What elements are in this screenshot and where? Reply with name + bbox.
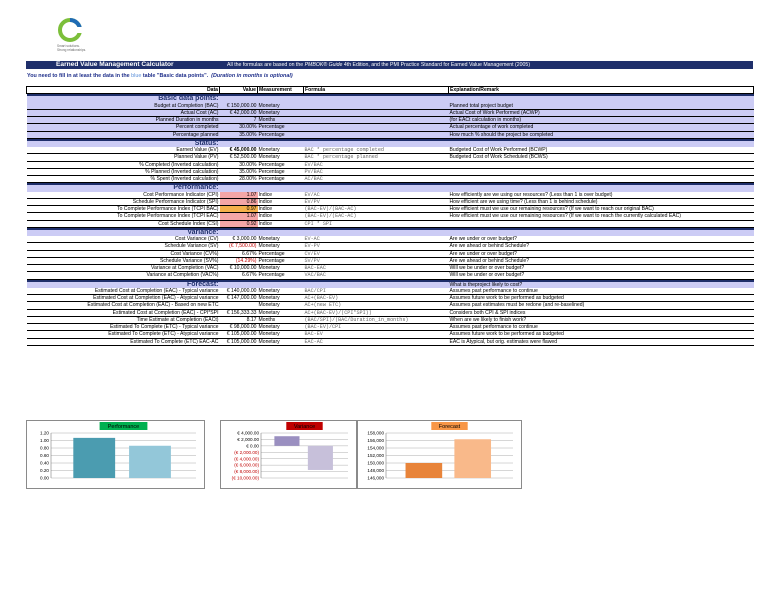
chart-bar-spi <box>129 446 171 478</box>
row-remark: Assumes future work to be performed as budgeted <box>449 331 754 338</box>
chart-tick-label: (€ 10,000.00) <box>231 475 259 481</box>
table-row <box>27 109 754 116</box>
row-measurement: Percentage <box>258 124 304 131</box>
row-measurement: Monetary <box>258 236 304 243</box>
chart-bar-cv <box>274 436 299 446</box>
row-measurement: Monetary <box>258 295 304 302</box>
row-formula: VAC/BAC <box>304 272 449 279</box>
table-row <box>27 206 754 213</box>
row-measurement: Percentage <box>258 272 304 279</box>
row-label: Estimated To Complete (ETC) EAC-AC <box>27 338 220 345</box>
row-value[interactable]: 7 <box>220 117 258 124</box>
row-label: Schedule Variance (SV%) <box>27 257 220 264</box>
table-row <box>27 302 754 309</box>
chart-tick-label: 0.00 <box>40 475 49 481</box>
chart-tick-label: 1.20 <box>40 430 49 436</box>
chart-tick-label: 150,000 <box>367 460 384 466</box>
chart-tick-label: 148,000 <box>367 468 384 474</box>
table-row <box>27 331 754 338</box>
chart-tick-label: 0.40 <box>40 460 49 466</box>
chart-tick-label: 152,000 <box>367 453 384 459</box>
row-remark <box>449 161 754 168</box>
row-measurement: Monetary <box>258 103 304 110</box>
table-row <box>27 250 754 257</box>
row-remark: Assumes past performance to continue <box>449 288 754 295</box>
row-value: 6.67% <box>220 272 258 279</box>
row-measurement: Months <box>258 117 304 124</box>
row-label: To Complete Performance Index (TCPI EAC) <box>27 213 220 220</box>
row-value[interactable]: 35.00% <box>220 131 258 138</box>
row-value: 0.97 <box>220 206 258 213</box>
row-value: 0.92 <box>220 220 258 227</box>
row-remark <box>449 168 754 175</box>
row-measurement: Monetary <box>258 265 304 272</box>
row-formula: BAC * percentage completed <box>304 147 449 154</box>
row-value: 28.00% <box>220 176 258 183</box>
column-header-formula: Formula <box>304 87 449 94</box>
row-measurement: Indice <box>258 213 304 220</box>
row-label: Percent completed <box>27 124 220 131</box>
row-label: Cost Variance (CV) <box>27 236 220 243</box>
row-formula: BAC * percentage planned <box>304 154 449 161</box>
row-remark: Will we be under or over budget? <box>449 272 754 279</box>
row-formula: EV-PV <box>304 243 449 250</box>
row-label: % Planned (Inverted calculation) <box>27 168 220 175</box>
table-row <box>27 131 754 138</box>
row-label: Cost Variance (CV%) <box>27 250 220 257</box>
row-formula: EV/AC <box>304 192 449 199</box>
title-banner <box>26 61 753 69</box>
row-remark: Are we ahead or behind Schedule? <box>449 243 754 250</box>
row-formula: (BAC/SPI)/(BAC/Duration_in_months) <box>304 316 449 323</box>
page-title: Earned Value Management Calculator <box>56 61 174 68</box>
row-label: Variance at Completion (VAC) <box>27 265 220 272</box>
row-measurement: Monetary <box>258 288 304 295</box>
row-label: Estimated Cost at Completion (EAC) - Typical variance <box>27 288 220 295</box>
row-formula: CV/EV <box>304 250 449 257</box>
row-label: Estimated Cost at Completion (EAC) - Based on new ETC <box>27 302 220 309</box>
table-row <box>27 309 754 316</box>
row-remark: Are we ahead or behind Schedule? <box>449 257 754 264</box>
column-header-data: Data <box>27 87 220 94</box>
row-value: € 3,000.00 <box>220 236 258 243</box>
row-remark <box>449 220 754 227</box>
row-remark: Assumes past performance to continue <box>449 324 754 331</box>
performance-chart <box>26 420 205 489</box>
chart-tick-label: (€ 6,000.00) <box>234 462 259 468</box>
row-label: % Spent (Inverted calculation) <box>27 176 220 183</box>
row-formula: SV/PV <box>304 257 449 264</box>
row-measurement: Percentage <box>258 131 304 138</box>
chart-bar-eac <box>454 439 491 478</box>
column-header-remark: Explanation/Remark <box>449 87 754 94</box>
column-header-row <box>27 87 754 94</box>
table-row <box>27 117 754 124</box>
row-remark: Are we under or over budget? <box>449 250 754 257</box>
row-value: (14.29%) <box>220 257 258 264</box>
row-value: 8.17 <box>220 316 258 323</box>
row-remark: Budgeted Cost of Work Scheduled (BCWS) <box>449 154 754 161</box>
column-header-measurement: Measurement <box>258 87 304 94</box>
row-label: Estimated To Complete (ETC) - Typical variance <box>27 324 220 331</box>
chart-tick-label: 158,000 <box>367 430 384 436</box>
row-remark: Actual percentage of work completed <box>449 124 754 131</box>
section-title: Status: <box>27 141 220 147</box>
chart-bar-sv <box>308 446 333 470</box>
table-row <box>27 213 754 220</box>
row-remark: Actual Cost of Work Performed (ACWP) <box>449 109 754 116</box>
table-row <box>27 243 754 250</box>
row-formula: AC+(BAC-EV)/(CPI*SPI)) <box>304 309 449 316</box>
row-formula: BAC-EV <box>304 331 449 338</box>
row-remark: Assumes past estimates must be redone (and re-baselined) <box>449 302 754 309</box>
table-row <box>27 154 754 161</box>
row-label: To Complete Performance Index (TCPI BAC) <box>27 206 220 213</box>
row-label: Cost Performance Indicator (CPI) <box>27 192 220 199</box>
row-remark: When are we likely to finish work? <box>449 316 754 323</box>
table-row <box>27 220 754 227</box>
section-title: Forecast: <box>27 282 220 288</box>
row-measurement: Percentage <box>258 250 304 257</box>
row-measurement: Indice <box>258 192 304 199</box>
row-measurement: Monetary <box>258 338 304 345</box>
row-measurement: Monetary <box>258 331 304 338</box>
row-value: € 98,000.00 <box>220 324 258 331</box>
column-header-value: Value <box>220 87 258 94</box>
row-value: 35.00% <box>220 168 258 175</box>
row-value: 1.07 <box>220 213 258 220</box>
table-row <box>27 288 754 295</box>
table-row <box>27 168 754 175</box>
chart-tick-label: 0.80 <box>40 445 49 451</box>
chart-tick-label: € 4,000.00 <box>237 430 259 436</box>
row-formula: (BAC-EV)/CPI <box>304 324 449 331</box>
row-value: € 140,000.00 <box>220 288 258 295</box>
chart-tick-label: 1.00 <box>40 438 49 444</box>
row-value: € 105,000.00 <box>220 331 258 338</box>
table-row <box>27 161 754 168</box>
row-value: 30.00% <box>220 161 258 168</box>
chart-bar-cpi <box>73 438 115 478</box>
company-logo <box>57 18 93 52</box>
row-measurement: Monetary <box>258 309 304 316</box>
row-value: € 147,000.00 <box>220 295 258 302</box>
row-remark: How efficient are we using time? (Less than 1 is behind schedule) <box>449 198 754 205</box>
row-formula: BAC/CPI <box>304 288 449 295</box>
chart-tick-label: (€ 8,000.00) <box>234 469 259 475</box>
row-value: € 45,000.00 <box>220 147 258 154</box>
section-remark: What is theproject likely to cost? <box>449 282 754 288</box>
row-value: 1.07 <box>220 192 258 199</box>
row-formula: PV/BAC <box>304 168 449 175</box>
variance-chart <box>220 420 357 489</box>
row-label: Cost Schedule Index (CSI) <box>27 220 220 227</box>
row-value: (€ 7,500.00) <box>220 243 258 250</box>
row-remark: EAC is Atypical, but orig. estimates were flawed <box>449 338 754 345</box>
table-row <box>27 176 754 183</box>
row-formula: AC+(new ETC) <box>304 302 449 309</box>
table-row <box>27 316 754 323</box>
logo-tagline: Smart solutions. Strong relationships. <box>57 44 87 52</box>
chart-bar-bac <box>406 463 443 478</box>
section-title: Performance: <box>27 185 220 191</box>
row-label: Estimated Cost at Completion (EAC) - Atypical variance <box>27 295 220 302</box>
row-remark: How efficiently are we using our resources? (Less than 1 is over budget) <box>449 192 754 199</box>
row-measurement: Monetary <box>258 154 304 161</box>
chart-tick-label: 156,000 <box>367 438 384 444</box>
row-remark: Are we under or over budget? <box>449 236 754 243</box>
row-formula <box>304 103 449 110</box>
table-row <box>27 103 754 110</box>
table-row <box>27 257 754 264</box>
row-formula: CPI * SPI <box>304 220 449 227</box>
row-formula: EV/PV <box>304 198 449 205</box>
row-value[interactable]: € 150,000.00 <box>220 103 258 110</box>
table-row <box>27 192 754 199</box>
row-measurement: Indice <box>258 220 304 227</box>
row-measurement: Percentage <box>258 161 304 168</box>
row-formula: (BAC-EV)/(EAC-AC) <box>304 213 449 220</box>
table-row <box>27 147 754 154</box>
row-remark: (for EACt calculation in months) <box>449 117 754 124</box>
row-label: Planned Duration in months <box>27 117 220 124</box>
chart-title: Variance <box>293 424 316 431</box>
instructions: You need to fill in at least the data in the blue table "Basic data points". (Duration in months is optional) <box>27 73 293 79</box>
row-formula: EV/BAC <box>304 161 449 168</box>
row-measurement: Monetary <box>258 147 304 154</box>
row-measurement: Monetary <box>258 109 304 116</box>
row-value: € 156,333.33 <box>220 309 258 316</box>
row-value: 0.86 <box>220 198 258 205</box>
table-row <box>27 272 754 279</box>
row-label: Estimated To Complete (ETC) - Atypical variance <box>27 331 220 338</box>
table-row <box>27 198 754 205</box>
row-formula: (BAC-EV)/(BAC-AC) <box>304 206 449 213</box>
row-label: Planned Value (PV) <box>27 154 220 161</box>
forecast-chart <box>357 420 522 489</box>
forecast-chart-svg <box>358 421 521 488</box>
row-value: 6.67% <box>220 250 258 257</box>
section-title: Basic data points: <box>27 96 220 102</box>
chart-title: Forecast <box>438 424 461 431</box>
table-row <box>27 236 754 243</box>
row-remark: How efficient must we use our remaining resources? (If we want to reach the currently calculated EAC) <box>449 213 754 220</box>
row-label: Earned Value (EV) <box>27 147 220 154</box>
formula-note: All the formulas are based on the PMBOK® Guide 4th Edition, and the PMI Practice Standard for Earned Value Management (2005) <box>227 62 531 68</box>
row-value: € 52,500.00 <box>220 154 258 161</box>
row-formula <box>304 109 449 116</box>
row-label: Budget at Completion (BAC) <box>27 103 220 110</box>
evm-table <box>26 86 754 346</box>
row-measurement: Monetary <box>258 302 304 309</box>
row-measurement: Indice <box>258 206 304 213</box>
row-remark <box>449 176 754 183</box>
row-measurement: Percentage <box>258 176 304 183</box>
row-formula <box>304 117 449 124</box>
chart-tick-label: (€ 2,000.00) <box>234 449 259 455</box>
row-formula: EAC-AC <box>304 338 449 345</box>
row-remark: Assumes future work to be performed as budgeted <box>449 295 754 302</box>
row-label: Percentage planned <box>27 131 220 138</box>
performance-chart-svg <box>27 421 204 488</box>
section-title: Variance: <box>27 230 220 236</box>
row-value <box>220 302 258 309</box>
row-value[interactable]: 30.00% <box>220 124 258 131</box>
row-formula: EV-AC <box>304 236 449 243</box>
row-formula: AC+(BAC-EV) <box>304 295 449 302</box>
row-formula <box>304 131 449 138</box>
row-measurement: Percentage <box>258 257 304 264</box>
row-remark: Planned total project budget <box>449 103 754 110</box>
table-row <box>27 265 754 272</box>
row-label: Time Estimate at Completion (EACt) <box>27 316 220 323</box>
row-label: Estimated Cost at Completion (EAC) - CPI*SPI <box>27 309 220 316</box>
row-value[interactable]: € 42,000.00 <box>220 109 258 116</box>
chart-tick-label: 154,000 <box>367 445 384 451</box>
row-label: Schedule Performance Indicator (SPI) <box>27 198 220 205</box>
row-label: Actual Cost (AC) <box>27 109 220 116</box>
chart-tick-label: 0.20 <box>40 468 49 474</box>
row-remark: Will we be under or over budget? <box>449 265 754 272</box>
chart-tick-label: 146,000 <box>367 475 384 481</box>
row-measurement: Monetary <box>258 243 304 250</box>
chart-tick-label: 0.60 <box>40 453 49 459</box>
row-label: Schedule Variance (SV) <box>27 243 220 250</box>
row-formula <box>304 124 449 131</box>
row-remark: Considers both CPI & SPI indices <box>449 309 754 316</box>
chart-title: Performance <box>107 424 140 431</box>
chart-tick-label: (€ 4,000.00) <box>234 456 259 462</box>
row-remark: How much % should the project be completed <box>449 131 754 138</box>
row-measurement: Monetary <box>258 324 304 331</box>
row-remark: How efficient must we use our remaining resources? (If we want to reach our original BAC) <box>449 206 754 213</box>
row-measurement: Percentage <box>258 168 304 175</box>
row-value: € 105,000.00 <box>220 338 258 345</box>
chart-tick-label: € 2,000.00 <box>237 437 259 443</box>
variance-chart-svg <box>221 421 356 488</box>
table-row <box>27 295 754 302</box>
chart-tick-label: € 0.00 <box>246 443 259 449</box>
row-formula: AC/BAC <box>304 176 449 183</box>
row-label: % Completed (Inverted calculation) <box>27 161 220 168</box>
row-measurement: Indice <box>258 198 304 205</box>
row-formula: BAC-EAC <box>304 265 449 272</box>
table-row <box>27 124 754 131</box>
row-label: Variance at Completion (VAC%) <box>27 272 220 279</box>
table-row <box>27 338 754 345</box>
table-row <box>27 324 754 331</box>
row-remark: Budgeted Cost of Work Performed (BCWP) <box>449 147 754 154</box>
row-value: € 10,000.00 <box>220 265 258 272</box>
row-measurement: Months <box>258 316 304 323</box>
